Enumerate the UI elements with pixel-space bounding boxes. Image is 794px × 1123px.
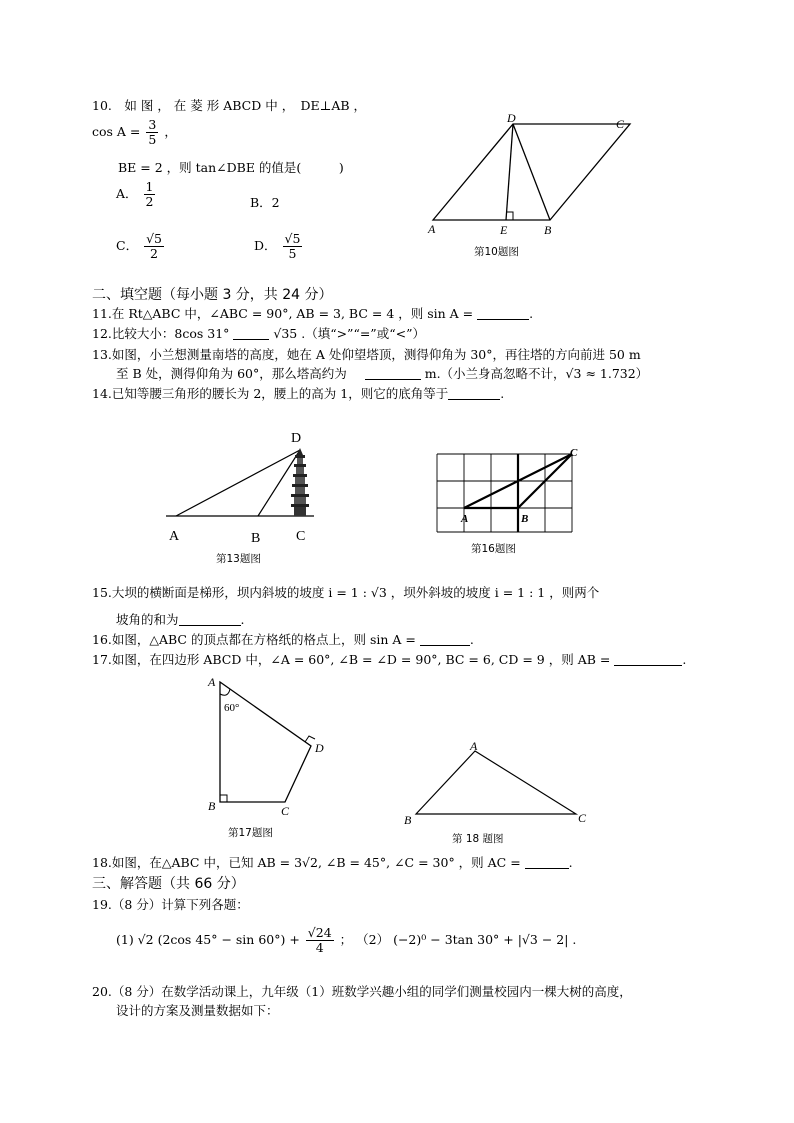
q12-after: √35 .（填“>”“=”或“<”） <box>273 326 425 341</box>
quadrilateral-abcd <box>220 682 311 802</box>
q13-line2a: 至 B 处，测得仰角为 60°，那么塔高约为 <box>116 366 347 381</box>
segment-de <box>506 124 513 220</box>
q10-option-d-den: 5 <box>288 246 297 261</box>
fig13-caption: 第13题图 <box>216 553 261 565</box>
q14-text: 14.已知等腰三角形的腰长为 2，腰上的高为 1，则它的底角等于 <box>92 386 449 401</box>
right-angle-d <box>305 736 315 742</box>
q19-part1 <box>116 926 576 955</box>
q10-cos-num: 3 <box>148 117 157 132</box>
q10-option-d <box>254 232 304 261</box>
q10-option-a-fraction <box>144 180 156 209</box>
square-grid <box>437 454 572 532</box>
section-3-title: 三、解答题（共 66 分） <box>92 876 245 892</box>
right-angle-b <box>220 795 227 802</box>
question-12 <box>92 324 425 342</box>
q17-end: . <box>682 652 687 667</box>
q16-answer-blank[interactable] <box>420 633 470 646</box>
fig16-caption: 第16题图 <box>471 543 516 555</box>
q15-end: . <box>240 612 245 627</box>
q10-option-c-fraction <box>144 232 164 261</box>
q10-option-b: B．2 <box>250 195 280 210</box>
grid-label-c: C <box>570 447 578 459</box>
q10-cos-suffix: ， <box>164 124 177 139</box>
q11-end: . <box>529 306 534 321</box>
q10-option-d-num: √5 <box>284 231 301 246</box>
q10-cos-fraction <box>146 118 158 147</box>
q10-stem-line1: 10. 如 图 ， 在 菱 形 ABCD 中 ， DE⊥AB ， <box>92 98 367 113</box>
q18-end: . <box>568 855 573 870</box>
q12-text: 12.比较大小：8cos 31° <box>92 326 230 341</box>
q10-option-c-num: √5 <box>146 231 162 246</box>
q10-cos-den: 5 <box>148 132 157 147</box>
q10-option-a <box>116 180 157 209</box>
fig18-caption: 第 18 题图 <box>452 833 504 845</box>
q19-part1-expression: (1) √2 (2cos 45° − sin 60°) + <box>116 932 300 947</box>
q15-answer-blank[interactable] <box>179 613 241 626</box>
q10-cos-prefix: cos A = <box>92 124 141 139</box>
tower-figure <box>160 428 330 550</box>
quad-label-c: C <box>281 804 290 818</box>
q19-part2: （2） (−2)⁰ − 3tan 30° + |√3 − 2| . <box>356 932 577 947</box>
q10-option-a-label: A． <box>116 186 138 201</box>
label-c: C <box>616 117 625 131</box>
quad-angle-60: 60° <box>224 702 240 714</box>
q19-stem: 19.（8 分）计算下列各题： <box>92 897 249 912</box>
q10-option-d-fraction <box>283 232 303 261</box>
q13-line2b: m.（小兰身高忽略不计，√3 ≈ 1.732） <box>424 366 649 381</box>
q17-answer-blank[interactable] <box>614 653 682 666</box>
label-e: E <box>500 223 508 237</box>
tower-label-c: C <box>296 529 306 544</box>
q20-line1: 20.（8 分）在数学活动课上，九年级（1）班数学兴趣小组的同学们测量校园内一棵大树的高度， <box>92 984 632 999</box>
q14-end: . <box>500 386 505 401</box>
tri-label-a: A <box>470 739 478 753</box>
q15-line2-text: 坡角的和为 <box>116 612 179 627</box>
grid-figure <box>432 446 592 538</box>
segment-db <box>513 124 550 220</box>
tower-label-b: B <box>251 531 261 546</box>
question-16 <box>92 630 474 648</box>
quad-label-a: A <box>208 675 216 689</box>
q16-end: . <box>469 632 474 647</box>
question-11 <box>92 304 533 322</box>
q10-cos-line <box>92 118 177 147</box>
q18-text: 18.如图，在△ABC 中，已知 AB = 3√2, ∠B = 45°, ∠C = 30° ，则 AC = <box>92 855 521 870</box>
q10-option-c <box>116 232 166 261</box>
q18-answer-blank[interactable] <box>525 856 569 869</box>
quad-label-d: D <box>315 741 324 755</box>
tri-label-c: C <box>578 811 587 825</box>
q10-stem-line3: BE = 2 ，则 tan∠DBE 的值是( ) <box>118 160 344 175</box>
q19-part1-num: √24 <box>307 925 332 940</box>
question-18 <box>92 853 573 871</box>
grid-label-b: B <box>521 513 529 525</box>
q13-line1: 13.如图，小兰想测量南塔的高度，她在 A 处仰望塔顶，测得仰角为 30°，再往塔的方向前进 50 m <box>92 347 641 362</box>
q16-text: 16.如图，△ABC 的顶点都在方格纸的格点上，则 sin A = <box>92 632 416 647</box>
tower-label-a: A <box>169 529 180 544</box>
q10-option-a-num: 1 <box>145 179 154 194</box>
rhombus-figure <box>420 110 640 240</box>
tower-label-d: D <box>291 431 302 446</box>
sight-line-a <box>176 450 300 516</box>
triangle-figure <box>400 738 596 832</box>
label-b: B <box>544 223 552 237</box>
pagoda-icon <box>291 448 309 516</box>
grid-label-a: A <box>461 513 469 525</box>
q13-answer-blank[interactable] <box>365 367 421 380</box>
fig10-caption: 第10题图 <box>474 246 519 258</box>
q19-part1-den: 4 <box>315 940 324 955</box>
triangle-abc-18 <box>416 751 576 814</box>
question-17 <box>92 650 686 668</box>
label-a: A <box>428 222 436 236</box>
q15-line1: 15.大坝的横断面是梯形，坝内斜坡的坡度 i = 1 : √3 ，坝外斜坡的坡度 i = 1 : 1 ，则两个 <box>92 585 600 600</box>
q10-option-d-label: D． <box>254 238 277 253</box>
quadrilateral-figure <box>200 672 336 820</box>
q20-line2: 设计的方案及测量数据如下： <box>116 1003 279 1018</box>
q13-line2 <box>116 364 648 382</box>
q19-part1-end: ； <box>339 932 353 947</box>
q17-text: 17.如图，在四边形 ABCD 中，∠A = 60°, ∠B = ∠D = 90°, BC = 6, CD = 9 ，则 AB = <box>92 652 611 667</box>
q12-answer-blank[interactable] <box>233 327 269 340</box>
label-d: D <box>507 111 516 125</box>
q19-part1-fraction <box>306 926 334 955</box>
q10-option-c-label: C． <box>116 238 139 253</box>
q10-option-a-den: 2 <box>145 194 154 209</box>
question-14 <box>92 384 504 402</box>
q15-line2 <box>116 610 245 628</box>
quad-label-b: B <box>208 799 216 813</box>
q10-option-c-den: 2 <box>150 246 158 261</box>
section-2-title: 二、填空题（每小题 3 分，共 24 分） <box>92 287 333 303</box>
q11-answer-blank[interactable] <box>477 307 529 320</box>
q14-answer-blank[interactable] <box>448 387 500 400</box>
fig17-caption: 第17题图 <box>228 827 273 839</box>
q11-text: 11.在 Rt△ABC 中，∠ABC = 90°, AB = 3, BC = 4 ，则 sin A = <box>92 306 474 321</box>
tri-label-b: B <box>404 813 412 827</box>
angle-a-arc <box>220 689 230 695</box>
